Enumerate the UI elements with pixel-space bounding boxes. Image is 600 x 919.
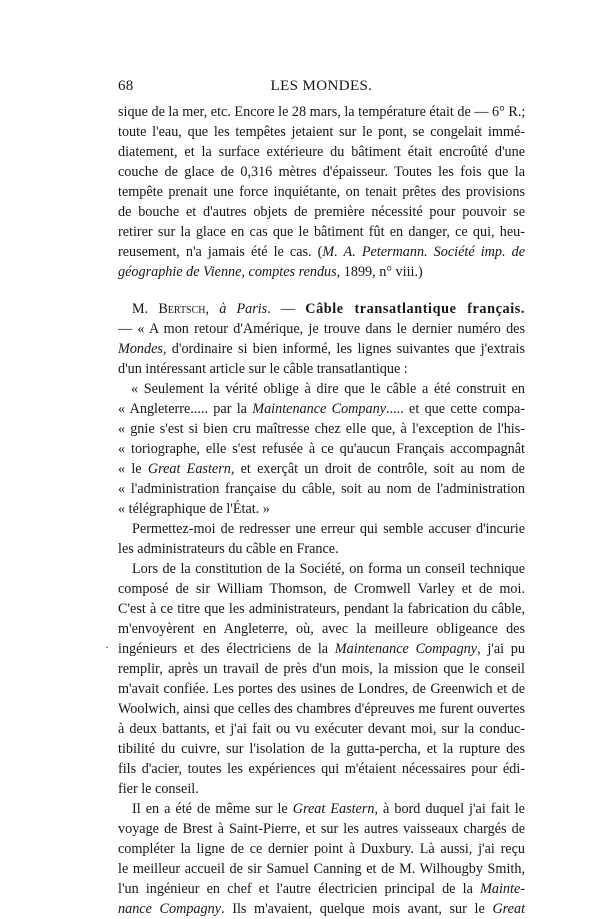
margin-mark: · xyxy=(105,640,109,654)
company-name: Maintenance Compagny xyxy=(334,641,478,657)
text-line: « télégraphique de l'État. » xyxy=(118,501,270,517)
text-line: tempête prenait une force inquiétante, on tenait prêtes des provisions xyxy=(118,184,525,200)
text-line: composé de sir William Thomson, de Cromwell Varley et de moi. xyxy=(118,581,525,597)
location: à Paris xyxy=(219,301,268,317)
text-run: , xyxy=(205,301,220,317)
text-line: sique de la mer, etc. Encore le 28 mars, la température était de — 6° R.; xyxy=(118,104,525,120)
text-run: . — xyxy=(267,301,306,317)
text-line: « toriographe, elle s'est refusée à ce qu'aucun Français accompagnât xyxy=(118,441,525,457)
text-line: C'est à ce titre que les administrateurs, pendant la fabrication du câble, xyxy=(118,601,525,617)
citation: géographie de Vienne, comptes rendus xyxy=(118,264,337,280)
text-line xyxy=(118,899,525,919)
text-line xyxy=(118,339,525,359)
article-title: Câble transatlantique français. xyxy=(305,301,525,317)
text-line: « Seulement la vérité oblige à dire que le câble a été construit en xyxy=(131,381,525,397)
text-line xyxy=(118,262,525,282)
text-line: compléter la ligne de ce dernier point à Duxbury. Là aussi, j'ai reçu xyxy=(118,841,525,857)
text-line: à deux battants, et j'ai fait ou vu exécuter devant moi, sur la conduc- xyxy=(118,721,525,737)
citation: M. A. Petermann. Société imp. de xyxy=(322,244,525,260)
text-line: voyage de Brest à Saint-Pierre, et sur les autres vaisseaux chargés de xyxy=(118,821,525,837)
text-run: . Ils m'avaient, quelque mois avant, sur le xyxy=(221,901,493,917)
text-line: « l'administration française du câble, soit au nom de l'administration xyxy=(118,481,525,497)
text-line: tibilité du cuivre, sur l'isolation de la gutta-percha, et la rupture des xyxy=(118,741,525,757)
text-line: fils d'acier, toutes les expériences qui m'étaient nécessaires pour édi- xyxy=(118,761,525,777)
paragraph-1 xyxy=(118,102,525,282)
author-name: Bertsch xyxy=(158,301,206,317)
text-line: m'avait confiée. Les portes des usines de Londres, de Greenwich et de xyxy=(118,681,525,697)
company-name: Mainte- xyxy=(480,881,525,897)
text-line: toute l'eau, que les tempêtes jetaient sur le pont, se congelait immé- xyxy=(118,124,525,140)
page-number: 68 xyxy=(118,78,134,94)
text-line: les administrateurs du câble en France. xyxy=(118,541,339,557)
page-header xyxy=(118,78,525,98)
text-line: Woolwich, ainsi que celles des chambres d'épreuves me furent ouvertes xyxy=(118,701,525,717)
text-line xyxy=(118,459,525,479)
text-run: l'un ingénieur en chef et l'autre électricien principal de la xyxy=(118,881,481,897)
text-run: , d'ordinaire si bien informé, les lignes suivantes que j'extrais xyxy=(162,341,525,357)
text-line: — « A mon retour d'Amérique, je trouve dans le dernier numéro des xyxy=(118,321,525,337)
text-line: couche de glace de 0,316 mètres d'épaisseur. Toutes les fois que la xyxy=(118,164,525,180)
text-line: remplir, après un travail de près d'un mois, la mission que le conseil xyxy=(118,661,525,677)
text-line xyxy=(118,299,525,319)
text-run: , 1899, n° viii.) xyxy=(336,264,423,280)
paragraph-5 xyxy=(118,799,525,919)
text-run: ingénieurs et des électriciens de la xyxy=(118,641,335,657)
text-line: de bouche et d'autres objets de première nécessité pour pouvoir se xyxy=(118,204,525,220)
journal-name: Mondes xyxy=(118,341,163,357)
company-name: nance Compagny xyxy=(118,901,222,917)
ship-name: Great Eastern xyxy=(147,461,231,477)
quotation xyxy=(118,379,525,519)
paragraph-4 xyxy=(118,559,525,799)
text-line xyxy=(118,639,525,659)
text-line: d'un intéressant article sur le câble transatlantique : xyxy=(118,361,408,377)
text-line: « gnie s'est si bien cru maîtresse chez elle que, à l'exception de l'his- xyxy=(118,421,525,437)
text-run: M. xyxy=(132,301,159,317)
text-line: diatement, et la surface extérieure du bâtiment était encroûté d'une xyxy=(118,144,525,160)
paragraph-2 xyxy=(118,299,525,379)
text-run: ..... et que cette compa- xyxy=(386,401,525,417)
text-line: le meilleur accueil de sir Samuel Canning et de M. Wilhougby Smith, xyxy=(118,861,525,877)
text-run: reusement, n'a jamais été le cas. ( xyxy=(118,244,323,260)
text-run: , j'ai pu xyxy=(477,641,525,657)
paragraph-3 xyxy=(118,519,525,559)
text-run: « Angleterre..... par la xyxy=(118,401,253,417)
body-text xyxy=(118,102,525,919)
text-line xyxy=(118,242,525,262)
text-line xyxy=(118,399,525,419)
text-run: , à bord duquel j'ai fait le xyxy=(374,801,525,817)
text-line xyxy=(118,799,525,819)
text-line: retirer sur la glace en cas que le bâtiment fût en danger, ce qui, heu- xyxy=(118,224,525,240)
text-line: Lors de la constitution de la Société, on forma un conseil technique xyxy=(132,561,525,577)
text-run: « le xyxy=(118,461,148,477)
text-line: m'envoyèrent en Angleterre, où, avec la meilleure obligeance des xyxy=(118,621,525,637)
text-line: Permettez-moi de redresser une erreur qui semble accuser d'incurie xyxy=(132,521,525,537)
text-run: Il en a été de même sur le xyxy=(132,801,293,817)
ship-name: Great Eastern xyxy=(292,801,375,817)
text-line: fier le conseil. xyxy=(118,781,199,797)
text-line xyxy=(118,879,525,899)
text-run: , et exerçât un droit de contrôle, soit au nom de xyxy=(230,461,525,477)
running-title: LES MONDES. xyxy=(270,78,373,94)
ship-name: Great xyxy=(492,901,525,917)
company-name: Maintenance Company xyxy=(252,401,387,417)
